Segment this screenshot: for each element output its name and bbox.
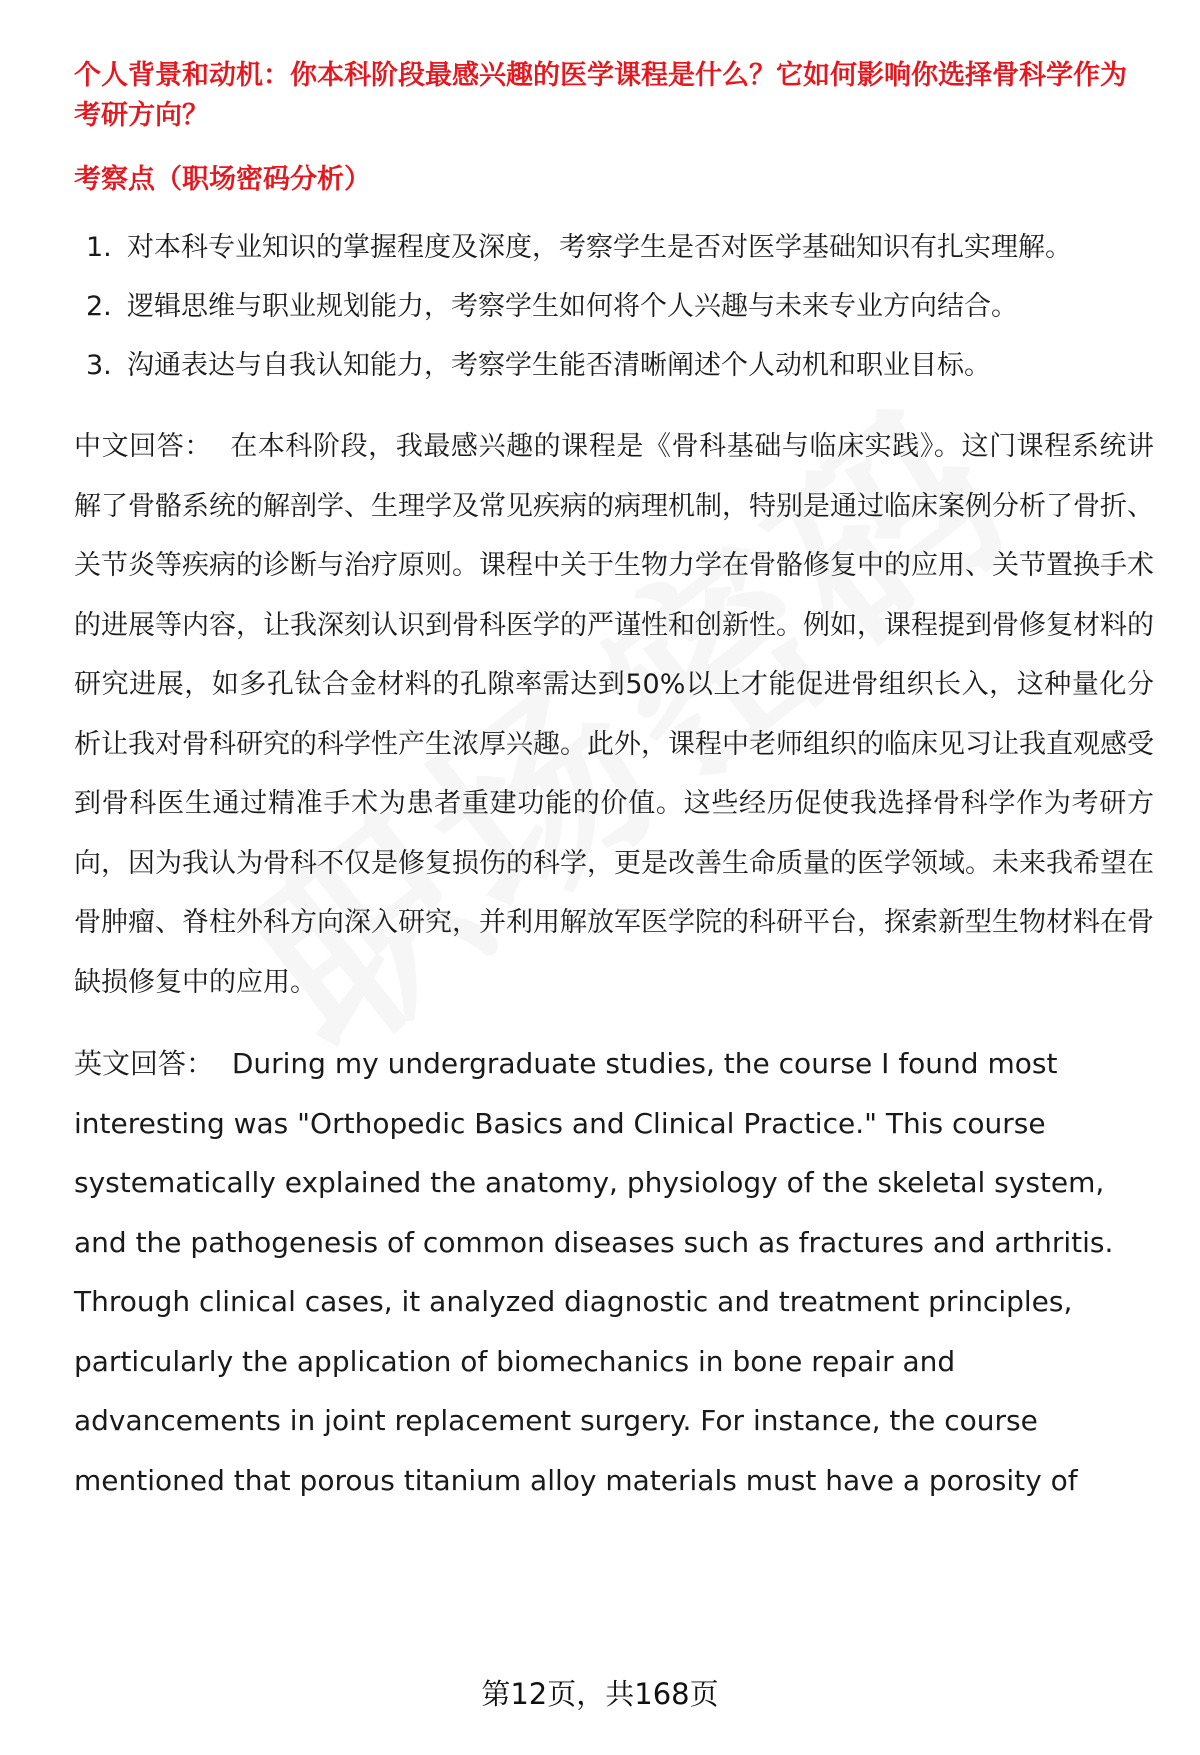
english-answer-label: 英文回答： <box>74 1047 215 1080</box>
chinese-answer-label: 中文回答： <box>74 431 212 462</box>
chinese-answer <box>74 417 1154 1012</box>
list-item <box>74 336 1154 395</box>
list-item-number: 1. <box>86 232 112 263</box>
english-answer-text: During my undergraduate studies, the course I found most interesting was "Orthopedic Basics and Clinical Practice." This course systematically explained the anatomy, physiology of the skeletal system, and the pathogenesis of common diseases such as fractures and arthritis. Through clinical cases, it analyzed diagnostic and treatment principles, particularly the application of biomechanics in bone repair and advancements in joint replacement surgery. For instance, the course mentioned that porous titanium alloy materials must have a porosity of <box>74 1047 1114 1497</box>
chinese-answer-text: 在本科阶段，我最感兴趣的课程是《骨科基础与临床实践》。这门课程系统讲解了骨骼系统的解剖学、生理学及常见疾病的病理机制，特别是通过临床案例分析了骨折、关节炎等疾病的诊断与治疗原则。课程中关于生物力学在骨骼修复中的应用、关节置换手术的进展等内容，让我深刻认识到骨科医学的严谨性和创新性。例如，课程提到骨修复材料的研究进展，如多孔钛合金材料的孔隙率需达到50%以上才能促进骨组织长入，这种量化分析让我对骨科研究的科学性产生浓厚兴趣。此外，课程中老师组织的临床见习让我直观感受到骨科医生通过精准手术为患者重建功能的价值。这些经历促使我选择骨科学作为考研方向，因为我认为骨科不仅是修复损伤的科学，更是改善生命质量的医学领域。未来我希望在骨肿瘤、脊柱外科方向深入研究，并利用解放军医学院的科研平台，探索新型生物材料在骨缺损修复中的应用。 <box>74 431 1155 998</box>
list-item <box>74 218 1154 277</box>
list-item-number: 2. <box>86 291 112 322</box>
list-item-text: 沟通表达与自我认知能力，考察学生能否清晰阐述个人动机和职业目标。 <box>127 350 991 381</box>
question-heading: 个人背景和动机：你本科阶段最感兴趣的医学课程是什么？它如何影响你选择骨科学作为考研方向？ <box>74 60 1127 131</box>
document-page <box>74 56 1154 1510</box>
assessment-points-list <box>74 218 1154 395</box>
list-item-text: 对本科专业知识的掌握程度及深度，考察学生是否对医学基础知识有扎实理解。 <box>127 232 1072 263</box>
page-number-footer: 第12页，共168页 <box>481 1677 719 1711</box>
list-item-number: 3. <box>86 350 112 381</box>
english-answer <box>74 1034 1154 1510</box>
list-item <box>74 277 1154 336</box>
section-title: 考察点（职场密码分析） <box>74 164 371 195</box>
list-item-text: 逻辑思维与职业规划能力，考察学生如何将个人兴趣与未来专业方向结合。 <box>127 291 1018 322</box>
